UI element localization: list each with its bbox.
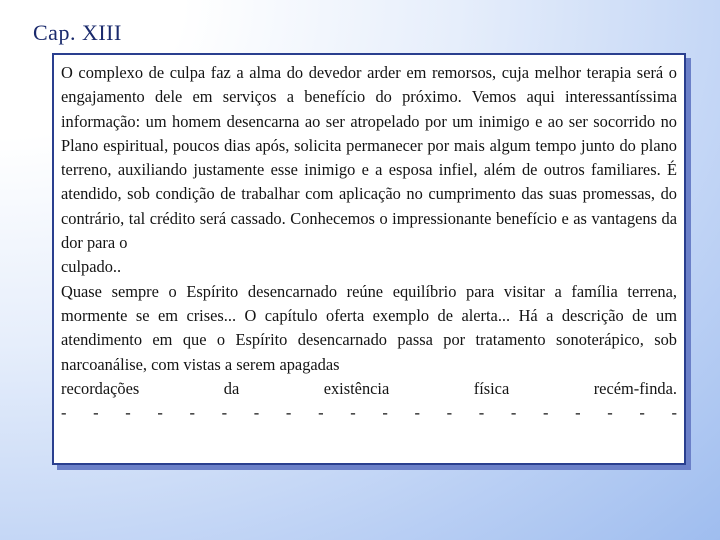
content-box xyxy=(52,53,686,465)
paragraph-2-last-line: recordações da existência física recém-finda. xyxy=(61,378,677,398)
paragraph-2: Quase sempre o Espírito desencarnado reúne equilíbrio para visitar a família terrena, mormente se em crises... O capítulo oferta exemplo de alerta... Há a descrição de um atendimento em que o Espírito desencarnado passa por tratamento sonoterápico, sob narcoanálise, com vistas a serem apagadas xyxy=(61,281,677,374)
body-text xyxy=(61,61,677,425)
slide-title: Cap. XIII xyxy=(33,20,122,45)
dash-separator: - - - - - - - - - - - - - - - - - - - - xyxy=(61,403,677,423)
paragraph-1: O complexo de culpa faz a alma do devedor arder em remorsos, cuja melhor terapia será o engajamento dele em serviços a benefício do próximo. Vemos aqui interessantíssima informação: um homem desencarna ao ser atropelado por um inimigo e ao ser socorrido no Plano espiritual, poucos dias após, solicita permanecer por mais algum tempo junto do plano terreno, auxiliando justamente esse inimigo e a esposa infiel, além de outros familiares. É atendido, sob condição de trabalhar com aplicação no cumprimento das suas promessas, do contrário, tal crédito será cassado. Conhecemos o impressionante benefício e as vantagens da dor para o xyxy=(61,63,677,253)
paragraph-1-end: culpado.. xyxy=(61,257,122,277)
